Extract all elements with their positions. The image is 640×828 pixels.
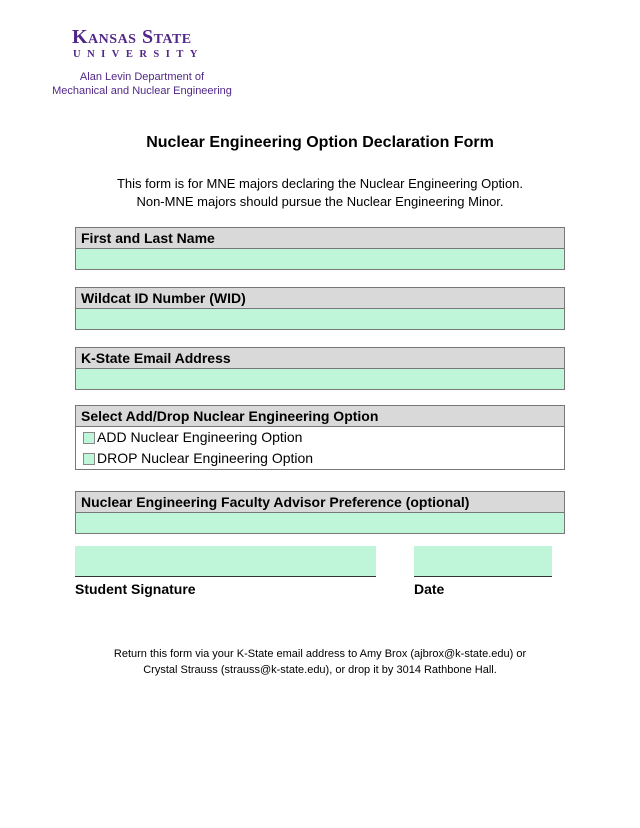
signature-field[interactable] [75,546,376,577]
add-option-checkbox[interactable] [83,432,95,444]
option-section [75,405,565,470]
advisor-input[interactable] [76,513,564,533]
advisor-label: Nuclear Engineering Faculty Advisor Preference (optional) [76,492,564,513]
advisor-section [75,491,565,534]
wid-section [75,287,565,330]
date-field[interactable] [414,546,552,577]
logo-department-line2: Mechanical and Nuclear Engineering [52,85,232,97]
option-select-label: Select Add/Drop Nuclear Engineering Option [76,406,564,427]
intro-line-1: This form is for MNE majors declaring the Nuclear Engineering Option. [116,176,524,191]
logo-university-name: Kansas State [72,26,192,48]
add-option-label: ADD Nuclear Engineering Option [97,429,303,445]
logo-department [52,70,232,98]
name-label: First and Last Name [76,228,564,249]
kstate-logo [52,26,232,98]
footer-line-2: Crystal Strauss (strauss@k-state.edu), or drop it by 3014 Rathbone Hall. [143,664,497,676]
drop-option-checkbox[interactable] [83,453,95,465]
email-label: K-State Email Address [76,348,564,369]
drop-option-label: DROP Nuclear Engineering Option [97,450,314,466]
signature-label: Student Signature [75,581,196,597]
footer-instructions [0,646,640,678]
logo-university-sub: UNIVERSITY [73,49,204,60]
email-input[interactable] [76,369,564,389]
intro-text [0,175,640,211]
name-section [75,227,565,270]
form-title: Nuclear Engineering Option Declaration Form [146,134,494,151]
email-section [75,347,565,390]
date-label: Date [414,581,445,597]
name-input[interactable] [76,249,564,269]
wid-label: Wildcat ID Number (WID) [76,288,564,309]
add-option-row[interactable] [76,427,564,448]
footer-line-1: Return this form via your K-State email address to Amy Brox (ajbrox@k-state.edu) or [113,648,527,660]
drop-option-row[interactable] [76,448,564,469]
wid-input[interactable] [76,309,564,329]
logo-department-line1: Alan Levin Department of [79,71,205,83]
intro-line-2: Non-MNE majors should pursue the Nuclear Engineering Minor. [136,194,504,209]
